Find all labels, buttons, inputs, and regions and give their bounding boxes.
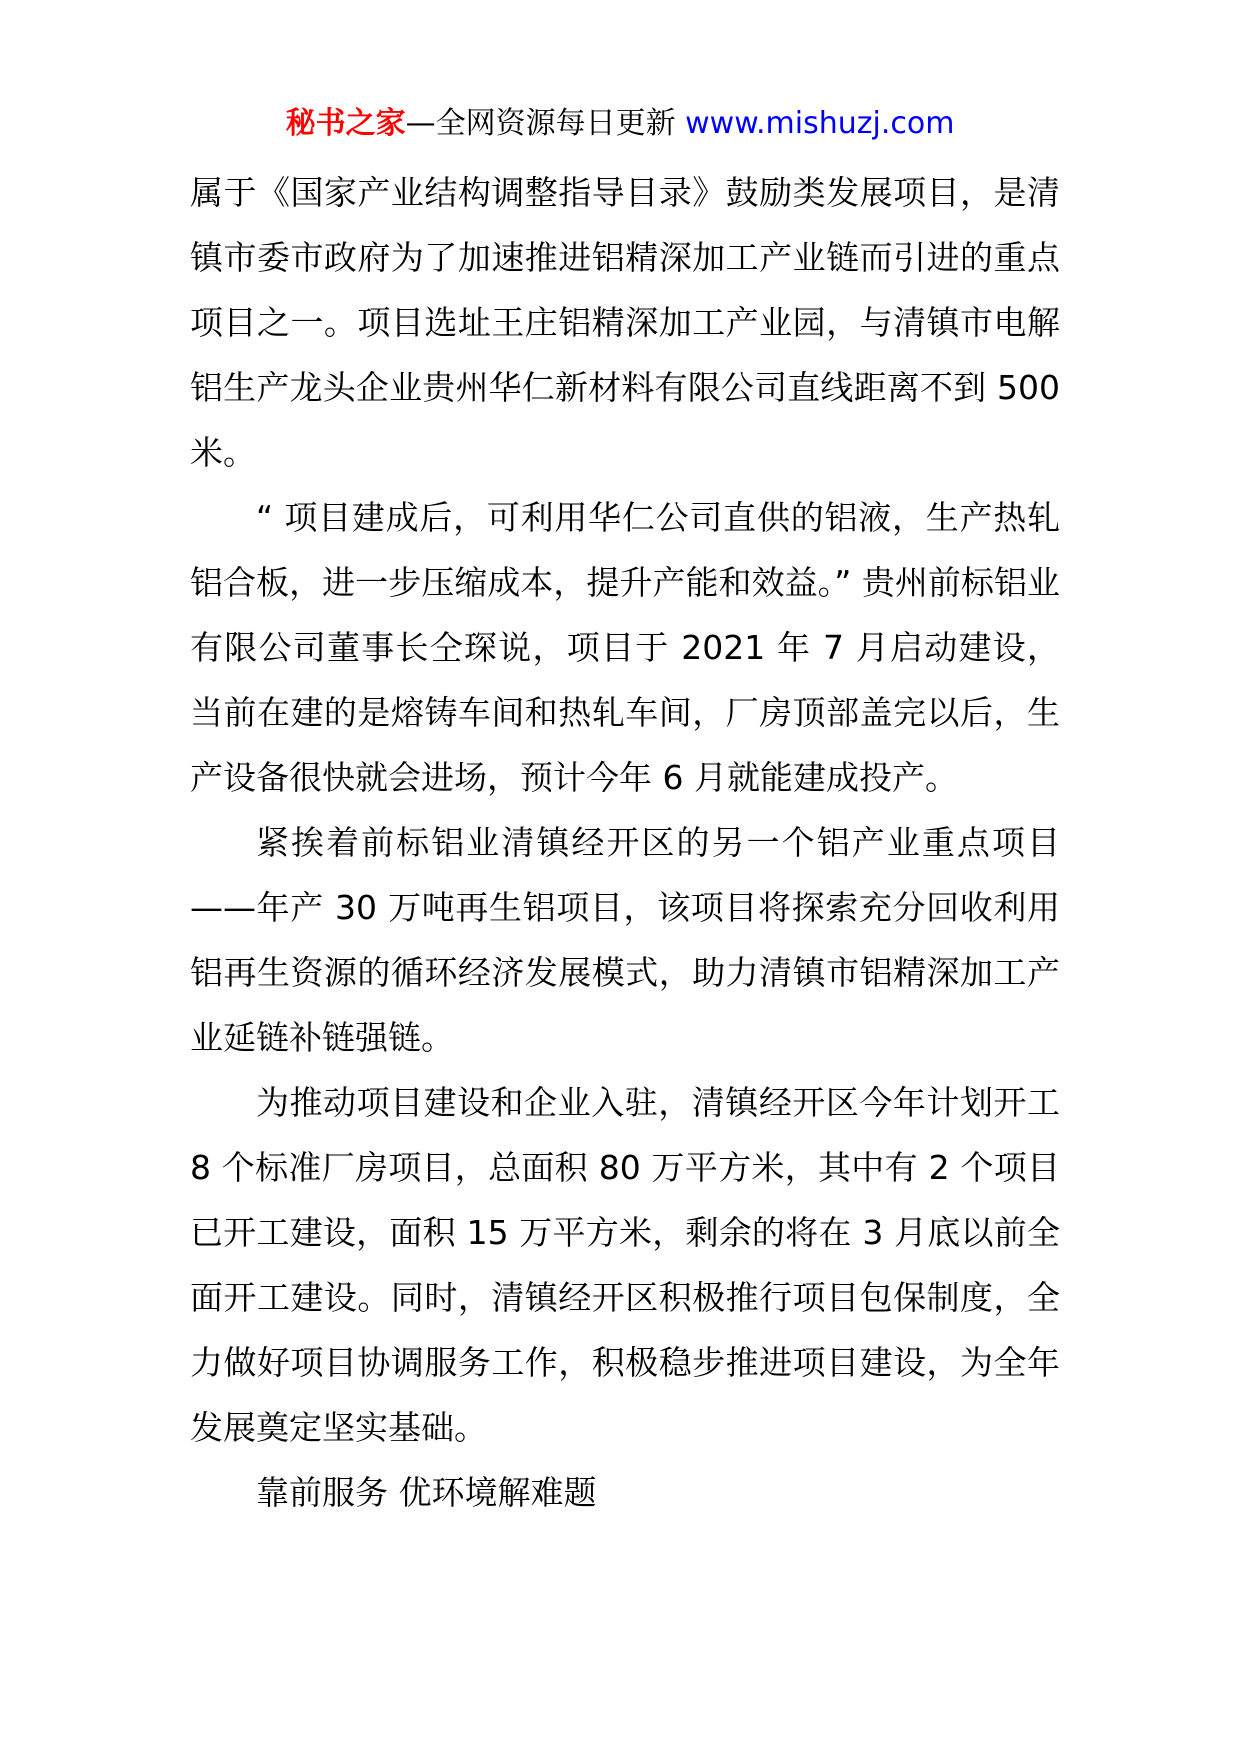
paragraph-3: 紧挨着前标铝业清镇经开区的另一个铝产业重点项目——年产 30 万吨再生铝项目，该项目将探索充分回收利用铝再生资源的循环经济发展模式，助力清镇市铝精深加工产业延链补链强链。 <box>190 823 1060 1057</box>
header-slogan: —全网资源每日更新 <box>405 106 676 141</box>
brand-name: 秘书之家 <box>285 106 406 141</box>
paragraph-2: “ 项目建成后，可利用华仁公司直供的铝液，生产热轧铝合板，进一步压缩成本，提升产能和效益。” 贵州前标铝业有限公司董事长仝琛说，项目于 2021 年 7 月启动建设，当前在建的是熔铸车间和热轧车间，厂房顶部盖完以后，生产设备很快就会进场，预计今年 6 月就能建成投产。 <box>190 498 1060 797</box>
section-heading: 靠前服务 优环境解难题 <box>256 1473 597 1512</box>
paragraph-4: 为推动项目建设和企业入驻，清镇经开区今年计划开工 8 个标准厂房项目，总面积 80 万平方米，其中有 2 个项目已开工建设，面积 15 万平方米，剩余的将在 3 月底以前全面开工建设。同时，清镇经开区积极推行项目包保制度，全力做好项目协调服务工作，积极稳步推进项目建设，为全年发展奠定坚实基础。 <box>190 1083 1060 1447</box>
article-body <box>190 160 1060 1525</box>
site-url-link[interactable]: www.mishuzj.com <box>685 106 955 141</box>
page-header <box>0 104 1240 144</box>
paragraph-1: 属于《国家产业结构调整指导目录》鼓励类发展项目，是清镇市委市政府为了加速推进铝精深加工产业链而引进的重点项目之一。项目选址王庄铝精深加工产业园，与清镇市电解铝生产龙头企业贵州华仁新材料有限公司直线距离不到 500 米。 <box>190 173 1060 472</box>
